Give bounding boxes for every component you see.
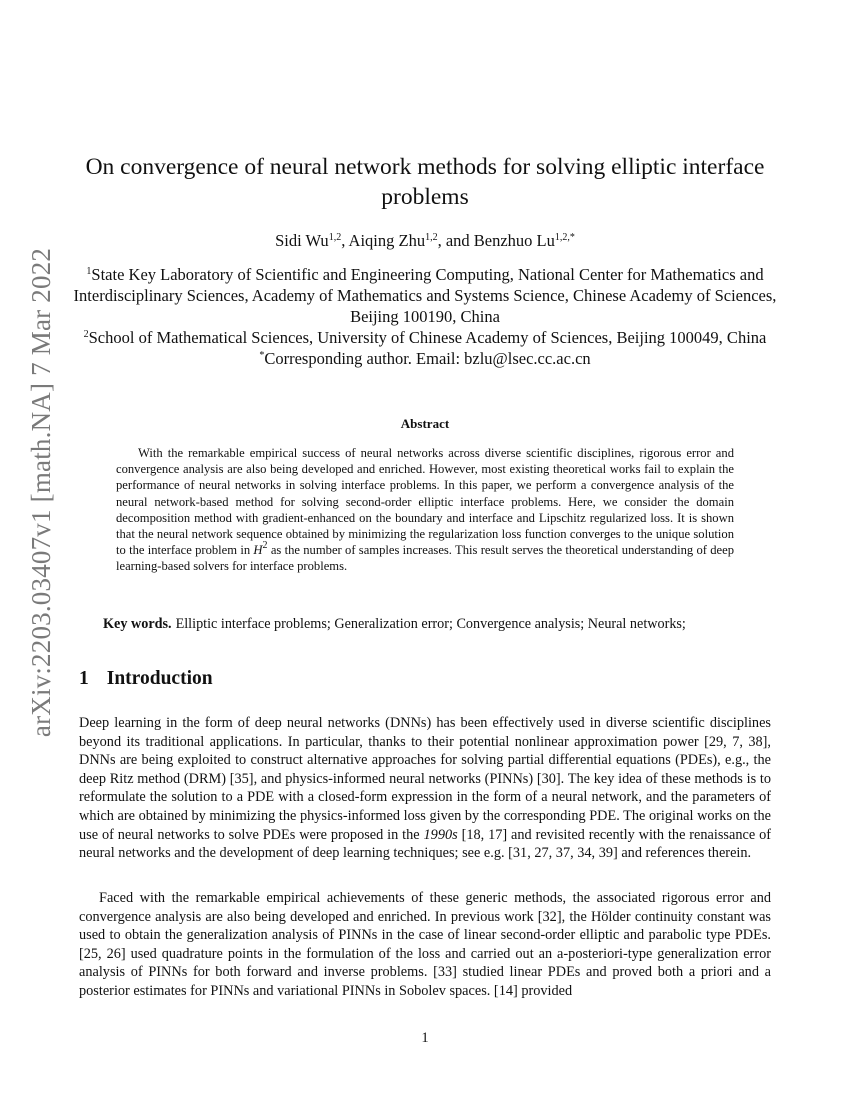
math-symbol: H xyxy=(253,543,263,558)
paper-title: On convergence of neural network methods for solving elliptic interface problems xyxy=(85,154,765,210)
author-affil-mark: 1,2 xyxy=(425,232,438,243)
arxiv-id: arXiv:2203.03407v1 [math.NA] 7 Mar 2022 xyxy=(26,247,57,737)
section-heading xyxy=(79,668,213,690)
math-superscript: 2 xyxy=(262,540,268,552)
page-number: 1 xyxy=(421,1030,429,1046)
body-paragraph: Faced with the remarkable empirical achievements of these generic methods, the associated rigorous error and convergence analysis are also being developed and enriched. In previous work [32], the Hölder continuity constant was used to obtain the generalization analysis of PINNs in the case of linear second-order elliptic and parabolic type PDEs. [25, 26] used quadrature points in the formulation of the loss and carried out an a-posteriori-type generalization error analysis of PINNs for both forward and inverse problems. [33] studied linear PDEs and proved both a priori and a posterior estimates for PINNs and variational PINNs in Sobolev spaces. [14] provided xyxy=(79,890,771,999)
author-list xyxy=(70,231,780,251)
keywords-label: Key words. xyxy=(103,616,172,632)
affiliation-mark: 2 xyxy=(83,329,89,340)
affiliation-text: School of Mathematical Sciences, University of Chinese Academy of Sciences, Beijing 100049, China xyxy=(88,328,767,347)
corresponding-author-text: Corresponding author. Email: bzlu@lsec.cc.ac.cn xyxy=(264,349,591,368)
author-separator: , xyxy=(341,231,349,250)
author-affil-mark: 1,2 xyxy=(328,232,342,243)
abstract-text: as the number of samples increases. This result serves the theoretical understanding of deep learning-based solvers for interface problems. xyxy=(116,543,734,574)
paragraph-text: [18, 17] and revisited recently with the renaissance of neural networks and the development of deep learning techniques; see e.g. [31, 27, 37, 34, 39] and references therein. xyxy=(79,826,771,862)
affiliation-text: State Key Laboratory of Scientific and Engineering Computing, National Center for Mathematics and Interdisciplinary Sciences, Academy of Mathematics and Systems Science, Chinese Academy of Sciences, Beijing 100190, China xyxy=(73,265,777,326)
affiliation-mark: * xyxy=(259,350,265,361)
body-paragraph xyxy=(79,714,771,863)
paragraph-text: Deep learning in the form of deep neural networks (DNNs) has been effectively used in diverse scientific disciplines beyond its traditional applications. In particular, thanks to their potential nonlinear approximation power [29, 7, 38], DNNs are being exploited to construct alternative approaches for solving partial differential equations (PDEs), e.g., the deep Ritz method (DRM) [35], and physics-informed neural networks (PINNs) [30]. The key idea of these methods is to reformulate the solution to a PDE with a closed-form expression in the form of a neural network, and the parameters of which are obtained by minimizing the physics-informed loss given by the corresponding PDE. The original works on the use of neural networks to solve PDEs were proposed in the xyxy=(79,715,771,843)
abstract-body xyxy=(116,445,734,575)
section-number: 1 xyxy=(79,668,89,689)
author-name: Aiqing Zhu xyxy=(348,231,426,250)
corresponding-author-line xyxy=(70,348,780,369)
keywords-text: Elliptic interface problems; Generalization error; Convergence analysis; Neural networks; xyxy=(175,616,686,632)
affiliation-line xyxy=(70,264,780,327)
affiliation-mark: 1 xyxy=(86,266,92,277)
affiliation-line xyxy=(70,327,780,348)
arxiv-sidebar-stamp xyxy=(22,247,62,737)
affiliations xyxy=(70,264,780,369)
section-title: Introduction xyxy=(106,668,213,689)
keywords xyxy=(103,616,763,633)
author-separator: , and xyxy=(437,231,474,250)
abstract-heading: Abstract xyxy=(400,416,450,431)
author-name: Benzhuo Lu xyxy=(473,231,555,250)
abstract-text: With the remarkable empirical success of neural networks across diverse scientific disciplines, rigorous error and convergence analysis are also being developed and enriched. However, most existing theoretical works fail to explain the performance of neural networks in solving interface problems. In this paper, we perform a convergence analysis of the neural network-based method for solving second-order elliptic interface problems. Here, we consider the domain decomposition method with gradient-enhanced on the boundary and interface and Lipschitz regularized loss. It is shown that the neural network sequence obtained by minimizing the regularization loss function converges to the unique solution to the interface problem in xyxy=(116,446,734,558)
math-expression: 1990s xyxy=(423,826,458,843)
author-affil-mark: 1,2,* xyxy=(554,232,575,243)
author-name: Sidi Wu xyxy=(275,231,329,250)
